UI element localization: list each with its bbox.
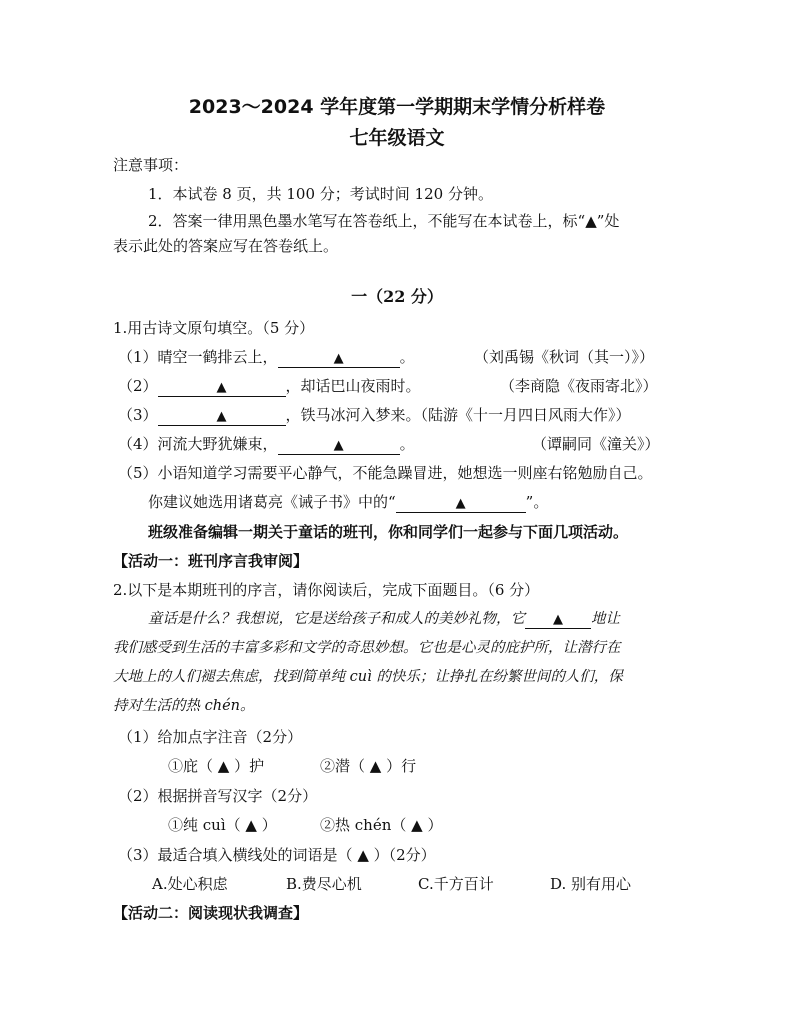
preface-line-2: 我们感受到生活的丰富多彩和文学的奇思妙想。它也是心灵的庇护所，让潜行在 [113,640,621,656]
question-1-line-2-source: （李商隐《夜雨寄北》） [500,377,658,395]
answer-marker-icon: ▲ [333,438,344,453]
answer-blank [278,349,400,368]
sub-1-item-1: ①庇（ ▲ ）护 [168,757,265,775]
exam-title: 2023～2024 学年度第一学期期末学情分析样卷 [188,96,606,118]
exam-subtitle: 七年级语文 [349,127,445,149]
preface-text: 童话是什么？我想说，它是送给孩子和成人的美妙礼物，它 [148,611,525,627]
line-text-after: 。 [399,435,415,453]
note-item-1: 1．本试卷 8 页，共 100 分；考试时间 120 分钟。 [148,185,493,203]
line-number: （2） [118,377,158,395]
answer-blank [396,494,526,513]
question-1-stem: 1.用古诗文原句填空。（5 分） [113,319,315,337]
question-1-line-4 [118,434,415,455]
sub-1-item-2: ②潜（ ▲ ）行 [320,757,417,775]
answer-blank [525,611,591,629]
line-number: （4） [118,435,158,453]
section-heading: 一（22 分） [351,287,443,306]
question-2-sub-2: （2）根据拼音写汉字（2分） [118,787,318,805]
option-b: B.费尽心机 [286,875,362,893]
line-text-after: ”。 [525,493,549,511]
question-1-line-4-source: （谭嗣同《潼关》） [532,435,660,453]
sub-2-item-2: ②热 chén（ ▲ ） [320,816,443,834]
answer-blank [158,407,286,426]
line-number: （1） [118,348,158,366]
line-text-before: 河流大野犹嫌束， [157,435,278,453]
question-1-line-5: （5）小语知道学习需要平心静气，不能急躁冒进，她想选一则座右铭勉励自己。 [118,464,653,482]
question-1-line-2 [118,376,421,397]
note-item-2: 2．答案一律用黑色墨水笔写在答卷纸上，不能写在本试卷上，标“▲”处 [148,212,620,230]
answer-marker-icon: ▲ [216,409,227,424]
answer-marker-icon: ▲ [216,380,227,395]
question-2-sub-3: （3）最适合填入横线处的词语是（ ▲ ）（2分） [118,846,436,864]
notes-heading: 注意事项： [113,156,189,174]
note-item-2-cont: 表示此处的答案应写在答卷纸上。 [113,237,339,255]
question-1-line-3 [118,405,631,426]
answer-marker-icon: ▲ [455,496,466,511]
answer-blank [278,436,400,455]
preface-line-1 [148,609,620,629]
option-a: A.处心积虑 [152,875,228,893]
preface-line-3: 大地上的人们褪去焦虑，找到简单纯 cuì 的快乐；让挣扎在纷繁世间的人们，保 [113,669,623,685]
activity-intro: 班级准备编辑一期关于童话的班刊，你和同学们一起参与下面几项活动。 [148,523,629,541]
activity-1-heading: 【活动一：班刊序言我审阅】 [113,552,309,570]
line-text-before: 你建议她选用诸葛亮《诫子书》中的“ [148,493,396,511]
question-1-line-1-source: （刘禹锡《秋词（其一）》） [474,348,655,366]
option-d: D. 别有用心 [550,875,632,893]
line-text-after: 。 [399,348,415,366]
answer-marker-icon: ▲ [553,612,563,627]
preface-line-4: 持对生活的热 chén。 [113,698,255,714]
line-number: （3） [118,406,158,424]
activity-2-heading: 【活动二：阅读现状我调查】 [113,904,309,922]
option-c: C.千方百计 [418,875,494,893]
question-1-line-5-cont [148,492,548,513]
question-2-sub-1: （1）给加点字注音（2分） [118,728,303,746]
answer-marker-icon: ▲ [333,351,344,366]
question-2-stem: 2.以下是本期班刊的序言，请你阅读后，完成下面题目。（6 分） [113,581,540,599]
line-text-after: ，铁马冰河入梦来。（陆游《十一月四日风雨大作》） [285,406,631,424]
preface-text: 地让 [591,611,620,627]
sub-2-item-1: ①纯 cuì（ ▲ ） [168,816,277,834]
line-text-before: 晴空一鹤排云上， [157,348,278,366]
line-text-after: ，却话巴山夜雨时。 [285,377,421,395]
answer-blank [158,378,286,397]
question-1-line-1 [118,347,415,368]
